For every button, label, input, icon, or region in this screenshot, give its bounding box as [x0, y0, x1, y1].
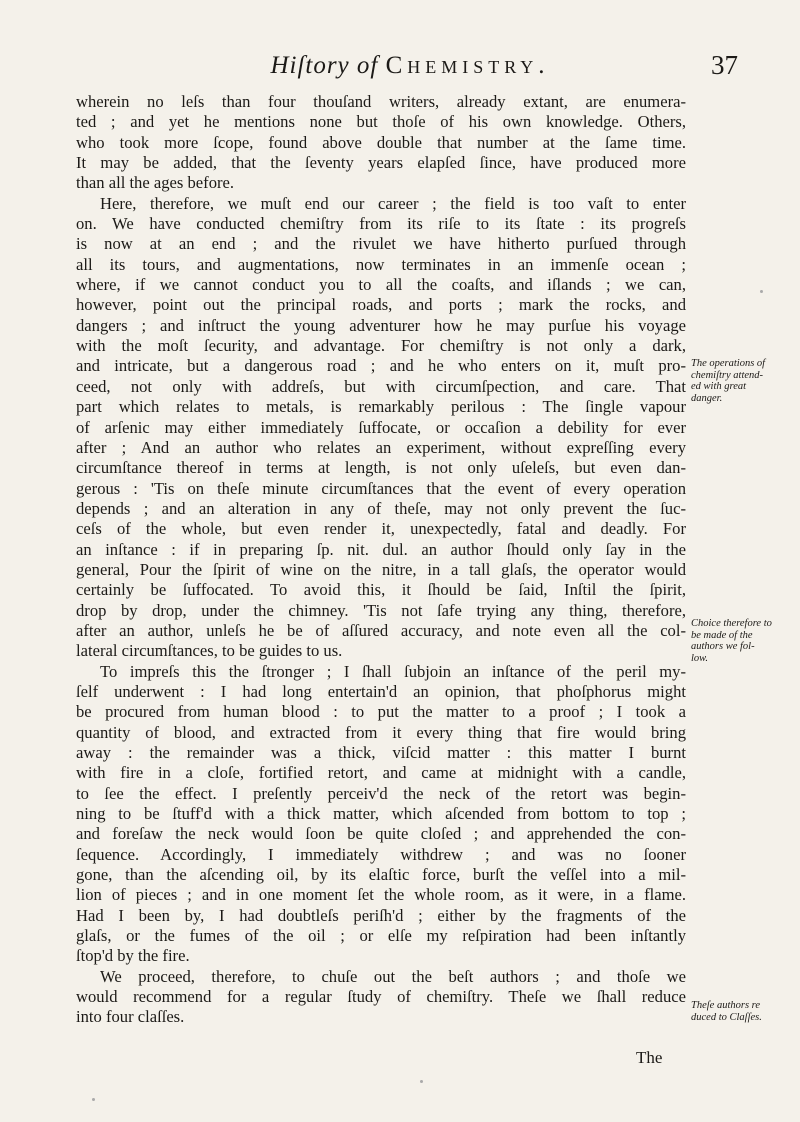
header-title-caps: Chemistry. — [385, 52, 550, 79]
margin-note-line: be made of the — [691, 629, 753, 641]
margin-note-line: ed with great — [691, 381, 747, 392]
text-line: ſequence. Accordingly, I immediately withdrew ; and was no ſooner — [76, 844, 686, 864]
margin-note-line: Theſe authors re — [691, 1000, 761, 1011]
paper-speck — [420, 1080, 423, 1083]
text-line: than all the ages before. — [76, 173, 235, 193]
margin-note-line: Choice therefore to — [691, 618, 772, 629]
margin-note-classes — [691, 1000, 791, 1023]
text-line: wherein no leſs than four thouſand writers, already extant, are enumera- — [76, 92, 686, 111]
margin-note-line: duced to Claſſes. — [691, 1011, 762, 1023]
text-line: To impreſs this the ſtronger ; I ſhall ſubjoin an inſtance of the peril my- — [100, 661, 686, 681]
catchword: The — [636, 1048, 663, 1067]
text-line: where, if we cannot conduct you to all the coaſts, and iſlands ; we can, — [76, 275, 686, 295]
margin-note-line: danger. — [691, 392, 723, 404]
body-text — [76, 92, 686, 1028]
paper-speck — [760, 290, 763, 293]
margin-note-line: authors we fol- — [691, 641, 755, 652]
text-line: on. We have conducted chemiſtry from its riſe to its ſtate : its progreſs — [76, 214, 686, 234]
text-line: general, Pour the ſpirit of wine on the nitre, in a tall glaſs, the operator would — [76, 559, 686, 579]
text-line: dangers ; and inſtruct the young adventurer how he may purſue his voyage — [76, 315, 686, 335]
text-line: and intricate, but a dangerous road ; and he who enters on it, muſt pro- — [76, 356, 686, 376]
text-line: Here, therefore, we muſt end our career ; the field is too vaſt to enter — [100, 193, 686, 213]
text-line: ceed, not only with addreſs, but with circumſpection, and care. That — [76, 376, 686, 396]
text-line: would recommend for a regular ſtudy of chemiſtry. Theſe we ſhall reduce — [76, 987, 686, 1007]
text-line: ſtop'd by the fire. — [76, 946, 190, 966]
margin-note-choice — [691, 618, 791, 664]
text-line: with the moſt ſecurity, and advantage. For chemiſtry is not only a dark, — [76, 336, 686, 356]
text-line: ning to be ſtuff'd with a thick matter, which aſcended from bottom to top ; — [76, 804, 686, 824]
text-line: Had I been by, I had doubtleſs periſh'd ; either by the fragments of the — [76, 905, 686, 925]
text-line: into four claſſes. — [76, 1007, 185, 1027]
text-line: drop by drop, under the chimney. 'Tis not ſafe trying any thing, therefore, — [76, 600, 686, 620]
text-line: circumſtance thereof in terms at length, is not only uſeleſs, but even dan- — [76, 458, 686, 478]
text-line: gerous : 'Tis on theſe minute circumſtances that the event of every operation — [76, 478, 686, 498]
text-line: It may be added, that the ſeventy years elapſed ſince, have produced more — [76, 153, 686, 173]
margin-note-line: low. — [691, 652, 709, 664]
text-line: with fire in a cloſe, fortified retort, and came at midnight with a candle, — [76, 763, 686, 783]
text-line: ted ; and yet he mentions none but thoſe of his own knowledge. Others, — [76, 112, 686, 132]
text-line: lateral circumſtances, to be guides to us. — [76, 641, 343, 661]
text-line: ſelf underwent : I had long entertain'd an opinion, that phoſphorus might — [76, 681, 686, 701]
text-line: gone, than the aſcending oil, by its elaſtic force, burſt the veſſel into a mil- — [76, 865, 686, 885]
margin-note-line: The operations of — [691, 358, 766, 369]
text-line: depends ; and an alteration in any of theſe, may not only prevent the ſuc- — [76, 498, 686, 518]
text-line: of arſenic may either immediately ſuffocate, or occaſion a debility for ever — [76, 417, 686, 437]
running-header — [200, 52, 620, 80]
text-line: We proceed, therefore, to chuſe out the beſt authors ; and thoſe we — [100, 966, 686, 986]
text-line: part which relates to metals, is remarkably perilous : The ſingle vapour — [76, 397, 686, 417]
text-line: glaſs, or the fumes of the oil ; or elſe my reſpiration had been inſtantly — [76, 926, 686, 946]
page-number: 37 — [711, 50, 738, 80]
text-line: lion of pieces ; and in one moment ſet the whole room, as it were, in a flame. — [76, 885, 686, 905]
margin-note-line: chemiſtry attend- — [691, 369, 764, 381]
text-line: and foreſaw the neck would ſoon be quite cloſed ; and apprehended the con- — [76, 824, 686, 844]
text-line: to ſee the effect. I preſently perceiv'd the neck of the retort was begin- — [76, 783, 686, 803]
text-line: away : the remainder was a thick, viſcid matter : this matter I burnt — [76, 743, 686, 762]
text-line: certainly be ſuffocated. To avoid this, it ſhould be ſaid, Inſtil the ſpirit, — [76, 580, 686, 600]
text-line: after ; And an author who relates an experiment, without expreſſing every — [76, 437, 686, 457]
header-title-italic: Hiſtory of — [270, 52, 379, 79]
text-line: however, point out the principal roads, and ports ; mark the rocks, and — [76, 295, 686, 315]
text-line: be procured from human blood : to put the matter to a proof ; I took a — [76, 702, 686, 722]
text-line: an inſtance : if in preparing ſp. nit. dul. an author ſhould only ſay in the — [76, 539, 686, 559]
text-line: quantity of blood, and extracted from it every thing that fire would bring — [76, 722, 686, 742]
text-line: is now at an end ; and the rivulet we have hitherto purſued through — [76, 234, 686, 254]
paper-speck — [92, 1098, 95, 1101]
text-line: after an author, unleſs he be of aſſured accuracy, and note even all the col- — [76, 620, 686, 640]
text-line: who took more ſcope, found above double that number at the ſame time. — [76, 132, 686, 152]
margin-note-operations — [691, 358, 791, 404]
text-line: all its tours, and augmentations, now terminates in an immenſe ocean ; — [76, 254, 686, 274]
text-line: ceſs of the whole, but even render it, unexpectedly, fatal and deadly. For — [76, 519, 686, 539]
